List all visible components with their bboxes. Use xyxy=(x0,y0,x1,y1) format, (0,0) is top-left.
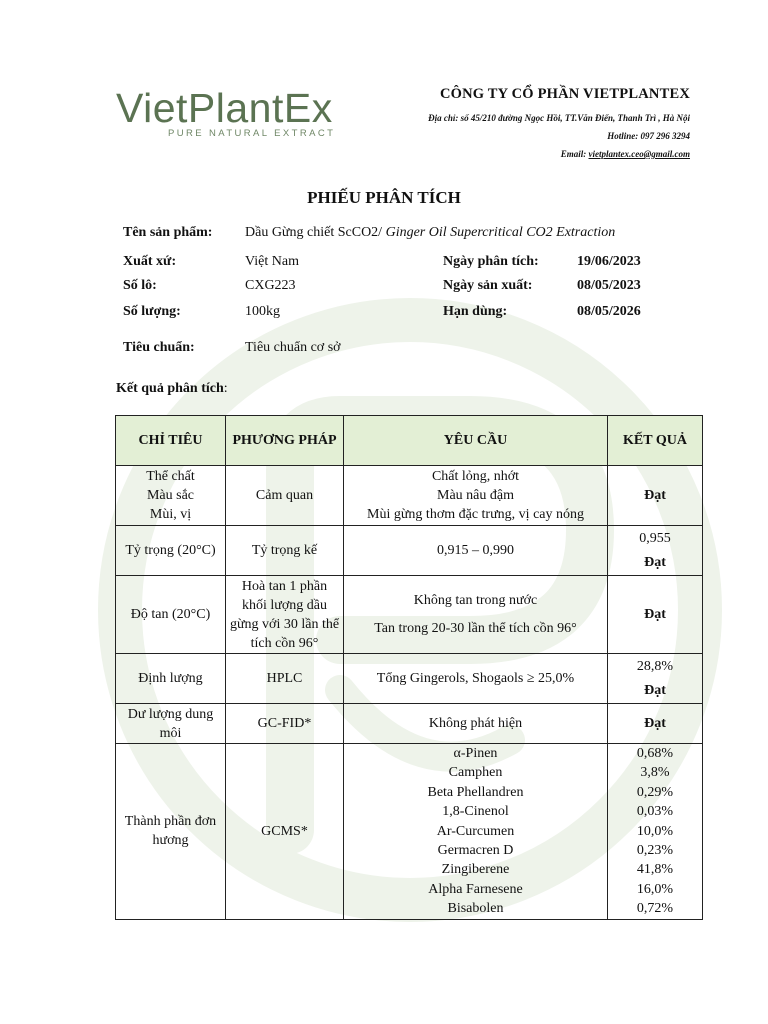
component-value: 0,23% xyxy=(636,843,674,859)
product-name-vi: Dầu Gừng chiết ScCO2/ xyxy=(245,225,386,240)
component-name: Bisabolen xyxy=(447,901,504,917)
criteria-cell: Dư lượng dung môi xyxy=(116,704,226,744)
company-name: CÔNG TY CỔ PHẦN VIETPLANTEX xyxy=(439,86,690,102)
result-cell: Đạt xyxy=(608,466,703,526)
results-heading-colon: : xyxy=(223,381,228,396)
product-name-row xyxy=(123,225,212,241)
qty-label: Số lượng: xyxy=(123,304,181,319)
standard-label: Tiêu chuẩn: xyxy=(123,340,195,355)
method-cell: GC-FID* xyxy=(226,704,344,744)
requirement-line: Màu nâu đậm xyxy=(437,488,514,503)
product-name-label: Tên sản phẩm: xyxy=(123,225,213,240)
header-result: KẾT QUẢ xyxy=(608,416,703,466)
mfg-date-label: Ngày sản xuất: xyxy=(443,278,533,293)
email-link[interactable]: vietplantex.ceo@gmail.com xyxy=(588,149,690,159)
company-info xyxy=(428,86,690,163)
header-requirement: YÊU CẦU xyxy=(344,416,608,466)
criteria-line: Màu sắc xyxy=(146,488,195,503)
component-value: 41,8% xyxy=(636,862,674,878)
method-cell: Tỷ trọng kế xyxy=(226,526,344,576)
results-heading xyxy=(116,381,228,397)
component-name: 1,8-Cinenol xyxy=(442,804,509,820)
component-value: 3,8% xyxy=(640,765,670,781)
requirement-line: Tan trong 20-30 lần thể tích cồn 96° xyxy=(374,620,577,636)
requirement-cell: 0,915 – 0,990 xyxy=(344,526,608,576)
company-email xyxy=(428,145,690,163)
table-row-assay xyxy=(116,654,703,704)
component-value: 10,0% xyxy=(636,823,674,839)
component-value: 0,29% xyxy=(636,784,674,800)
criteria-cell: Độ tan (20°C) xyxy=(116,576,226,654)
method-cell: GCMS* xyxy=(226,744,344,920)
lot-label: Số lô: xyxy=(123,278,157,293)
component-value: 0,03% xyxy=(636,804,674,820)
lot-value: CXG223 xyxy=(245,278,296,293)
company-hotline: Hotline: 097 296 3294 xyxy=(607,131,690,141)
results-heading-text: Kết quả phân tích xyxy=(116,381,224,396)
component-value: 0,72% xyxy=(636,901,674,917)
requirement-line: Không tan trong nước xyxy=(413,592,538,608)
component-name: Germacren D xyxy=(437,843,514,859)
requirement-line: Chất lỏng, nhớt xyxy=(431,469,520,484)
requirement-cell: Không phát hiện xyxy=(344,704,608,744)
logo-tagline: PURE NATURAL EXTRACT xyxy=(168,128,336,139)
requirement-line: Mùi gừng thơm đặc trưng, vị cay nóng xyxy=(367,507,584,522)
company-address: Địa chỉ: số 45/210 đường Ngọc Hồi, TT.Văn Điển, Thanh Trì , Hà Nội xyxy=(428,113,690,123)
result-cell xyxy=(608,526,703,576)
result-cell: Đạt xyxy=(608,704,703,744)
requirement-cell xyxy=(344,576,608,654)
method-cell: Cảm quan xyxy=(226,466,344,526)
requirement-cell xyxy=(344,466,608,526)
component-name: Zingiberene xyxy=(441,862,510,878)
results-table xyxy=(115,415,703,920)
mfg-date-value: 08/05/2023 xyxy=(577,278,641,293)
component-name: Beta Phellandren xyxy=(427,784,524,800)
component-name: α-Pinen xyxy=(453,746,498,761)
result-status: Đạt xyxy=(644,554,666,570)
expiry-label: Hạn dùng: xyxy=(443,304,508,319)
criteria-cell: Định lượng xyxy=(116,654,226,704)
component-value: 16,0% xyxy=(636,881,674,897)
method-cell: Hoà tan 1 phần khối lượng dầu gừng với 30 lần thể tích cồn 96° xyxy=(226,576,344,654)
requirement-cell: Tổng Gingerols, Shogaols ≥ 25,0% xyxy=(344,654,608,704)
result-cell xyxy=(608,654,703,704)
table-row-solubility xyxy=(116,576,703,654)
criteria-cell xyxy=(116,466,226,526)
qty-value: 100kg xyxy=(245,304,280,319)
origin-value: Việt Nam xyxy=(245,254,299,269)
component-value: 0,68% xyxy=(636,746,674,761)
analysis-date-label: Ngày phân tích: xyxy=(443,254,539,269)
component-values-cell xyxy=(608,744,703,920)
table-header-row xyxy=(116,416,703,466)
page-title: PHIẾU PHÂN TÍCH xyxy=(307,188,461,207)
criteria-cell: Tỷ trọng (20°C) xyxy=(116,526,226,576)
email-label: Email: xyxy=(560,149,589,159)
table-row-composition xyxy=(116,744,703,920)
expiry-value: 08/05/2026 xyxy=(577,304,641,319)
analysis-date-value: 19/06/2023 xyxy=(577,254,641,269)
header-method: PHƯƠNG PHÁP xyxy=(226,416,344,466)
company-logo xyxy=(116,86,335,139)
result-status: Đạt xyxy=(644,682,666,698)
logo-wordmark: VietPlantEx xyxy=(116,85,333,131)
header-criteria: CHỈ TIÊU xyxy=(116,416,226,466)
origin-label: Xuất xứ: xyxy=(123,254,177,269)
table-row-solvent xyxy=(116,704,703,744)
result-cell: Đạt xyxy=(608,576,703,654)
product-name-value xyxy=(245,225,615,241)
result-value: 0,955 xyxy=(639,530,671,546)
product-name-en: Ginger Oil Supercritical CO2 Extraction xyxy=(385,225,616,240)
method-cell: HPLC xyxy=(226,654,344,704)
component-name: Ar-Curcumen xyxy=(436,823,515,839)
components-cell xyxy=(344,744,608,920)
criteria-line: Thể chất xyxy=(146,469,195,484)
component-name: Camphen xyxy=(448,765,503,781)
table-row-appearance xyxy=(116,466,703,526)
component-name: Alpha Farnesene xyxy=(428,881,523,897)
standard-value: Tiêu chuẩn cơ sở xyxy=(245,340,341,355)
criteria-cell: Thành phần đơn hương xyxy=(116,744,226,920)
table-row-density xyxy=(116,526,703,576)
result-value: 28,8% xyxy=(636,658,674,674)
criteria-line: Mùi, vị xyxy=(149,507,192,522)
